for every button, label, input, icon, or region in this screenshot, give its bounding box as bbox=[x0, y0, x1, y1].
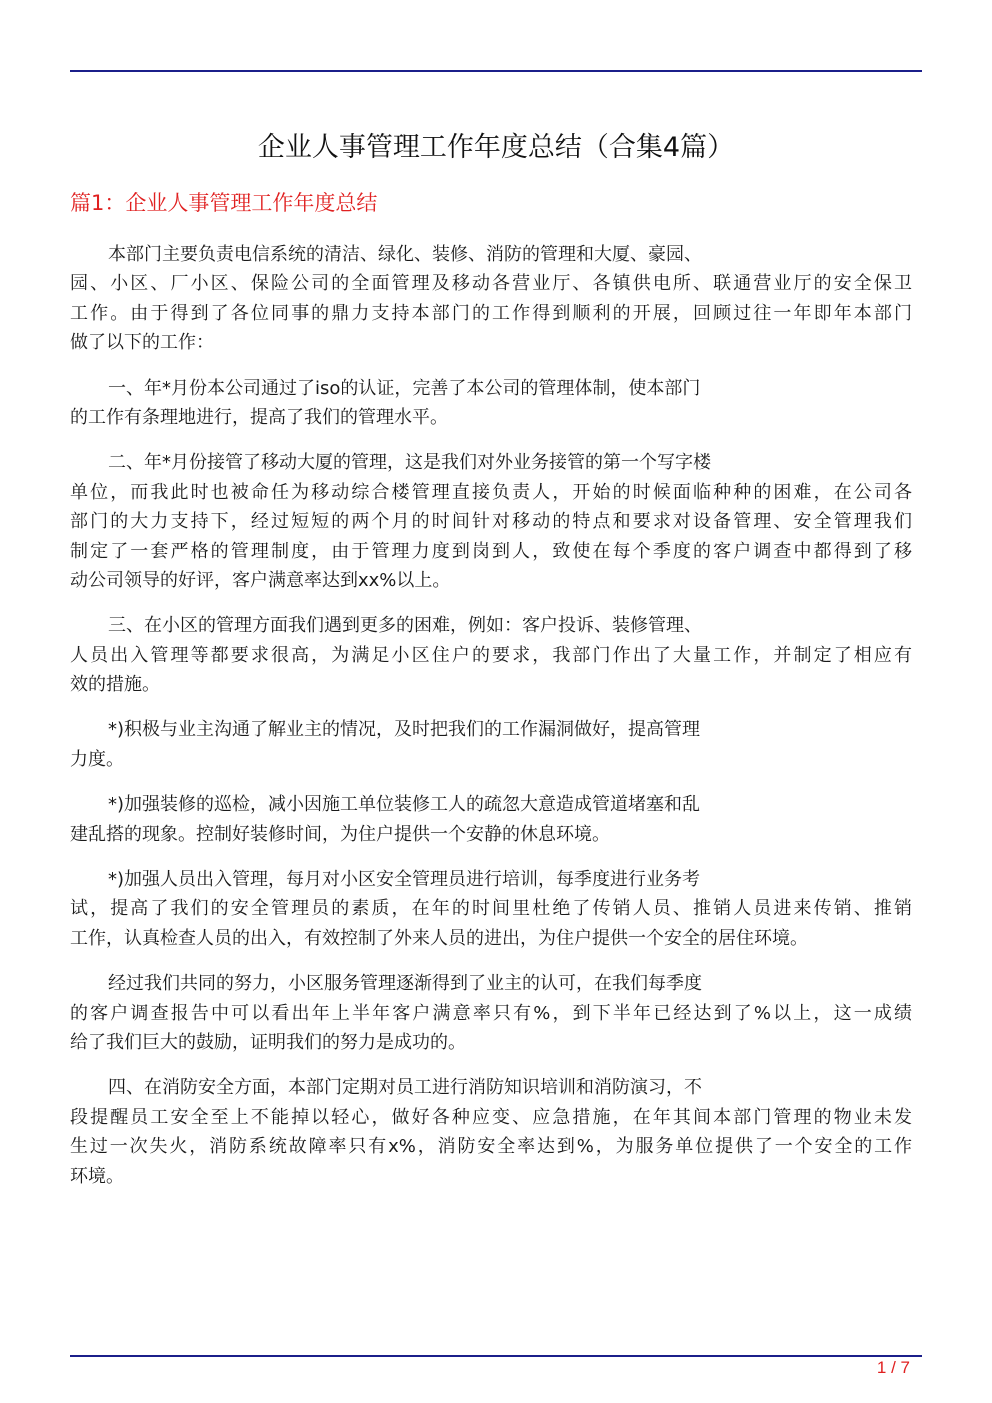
paragraph bbox=[70, 611, 912, 699]
header-rule bbox=[70, 70, 922, 72]
paragraph-line: 经过我们共同的努力，小区服务管理逐渐得到了业主的认可，在我们每季度 bbox=[108, 973, 702, 995]
paragraph-line: *)积极与业主沟通了解业主的情况，及时把我们的工作漏洞做好，提高管理 bbox=[108, 719, 701, 741]
paragraph bbox=[70, 969, 912, 1057]
paragraph-line: 的工作有条理地进行，提高了我们的管理水平。 bbox=[70, 406, 448, 428]
paragraph-line: 的客户调查报告中可以看出年上半年客户满意率只有%，到下半年已经达到了%以上，这一成绩 bbox=[70, 1002, 912, 1024]
paragraph-line: 力度。 bbox=[70, 748, 124, 770]
paragraph-line: 部门的大力支持下，经过短短的两个月的时间针对移动的特点和要求对设备管理、安全管理我们 bbox=[70, 511, 912, 533]
paragraph bbox=[70, 1073, 912, 1191]
section-heading: 篇1：企业人事管理工作年度总结 bbox=[70, 191, 378, 215]
paragraph-line: 二、年*月份接管了移动大厦的管理，这是我们对外业务接管的第一个写字楼 bbox=[108, 452, 711, 474]
paragraph-line: 四、在消防安全方面，本部门定期对员工进行消防知识培训和消防演习，不 bbox=[108, 1077, 702, 1099]
paragraph-line: *)加强装修的巡检，减小因施工单位装修工人的疏忽大意造成管道堵塞和乱 bbox=[108, 794, 701, 816]
paragraph-line: 三、在小区的管理方面我们遇到更多的困难，例如：客户投诉、装修管理、 bbox=[108, 615, 702, 637]
paragraph-line: 制定了一套严格的管理制度，由于管理力度到岗到人，致使在每个季度的客户调查中都得到了移 bbox=[70, 540, 912, 562]
paragraph-line: 环境。 bbox=[70, 1165, 124, 1187]
paragraph bbox=[70, 790, 912, 849]
paragraph bbox=[70, 374, 912, 433]
paragraph-line: 段提醒员工安全至上不能掉以轻心，做好各种应变、应急措施，在年其间本部门管理的物业未发 bbox=[70, 1106, 912, 1128]
paragraph-line: 生过一次失火，消防系统故障率只有x%，消防安全率达到%，为服务单位提供了一个安全的工作 bbox=[70, 1136, 912, 1158]
paragraph-line: *)加强人员出入管理，每月对小区安全管理员进行培训，每季度进行业务考 bbox=[108, 869, 701, 891]
paragraph-line: 园、小区、厂小区、保险公司的全面管理及移动各营业厅、各镇供电所、联通营业厅的安全保卫 bbox=[70, 273, 912, 295]
page-number: 1 / 7 bbox=[876, 1358, 910, 1377]
paragraph-line: 给了我们巨大的鼓励，证明我们的努力是成功的。 bbox=[70, 1031, 466, 1053]
paragraph-line: 单位，而我此时也被命任为移动综合楼管理直接负责人，开始的时候面临种种的困难，在公司各 bbox=[70, 481, 912, 503]
paragraph bbox=[70, 448, 912, 595]
paragraph bbox=[70, 865, 912, 953]
footer-rule bbox=[70, 1355, 922, 1357]
paragraph-line: 试，提高了我们的安全管理员的素质，在年的时间里杜绝了传销人员、推销人员进来传销、推销 bbox=[70, 898, 912, 920]
paragraph bbox=[70, 715, 912, 774]
paragraph-line: 工作。由于得到了各位同事的鼎力支持本部门的工作得到顺利的开展，回顾过往一年即年本部门 bbox=[70, 302, 912, 324]
paragraph-line: 建乱搭的现象。控制好装修时间，为住户提供一个安静的休息环境。 bbox=[70, 823, 610, 845]
paragraph-line: 效的措施。 bbox=[70, 674, 160, 696]
paragraph-line: 人员出入管理等都要求很高，为满足小区住户的要求，我部门作出了大量工作，并制定了相应有 bbox=[70, 644, 912, 666]
paragraph-line: 做了以下的工作： bbox=[70, 332, 214, 354]
paragraph bbox=[70, 240, 912, 358]
paragraph-line: 本部门主要负责电信系统的清洁、绿化、装修、消防的管理和大厦、豪园、 bbox=[108, 244, 702, 265]
document-title: 企业人事管理工作年度总结（合集4篇） bbox=[257, 132, 735, 163]
paragraph-line: 工作，认真检查人员的出入，有效控制了外来人员的进出，为住户提供一个安全的居住环境。 bbox=[70, 927, 808, 949]
paragraph-line: 动公司领导的好评，客户满意率达到xx%以上。 bbox=[70, 569, 451, 591]
document-body bbox=[70, 240, 912, 1207]
paragraph-line: 一、年*月份本公司通过了iso的认证，完善了本公司的管理体制，使本部门 bbox=[108, 377, 701, 399]
